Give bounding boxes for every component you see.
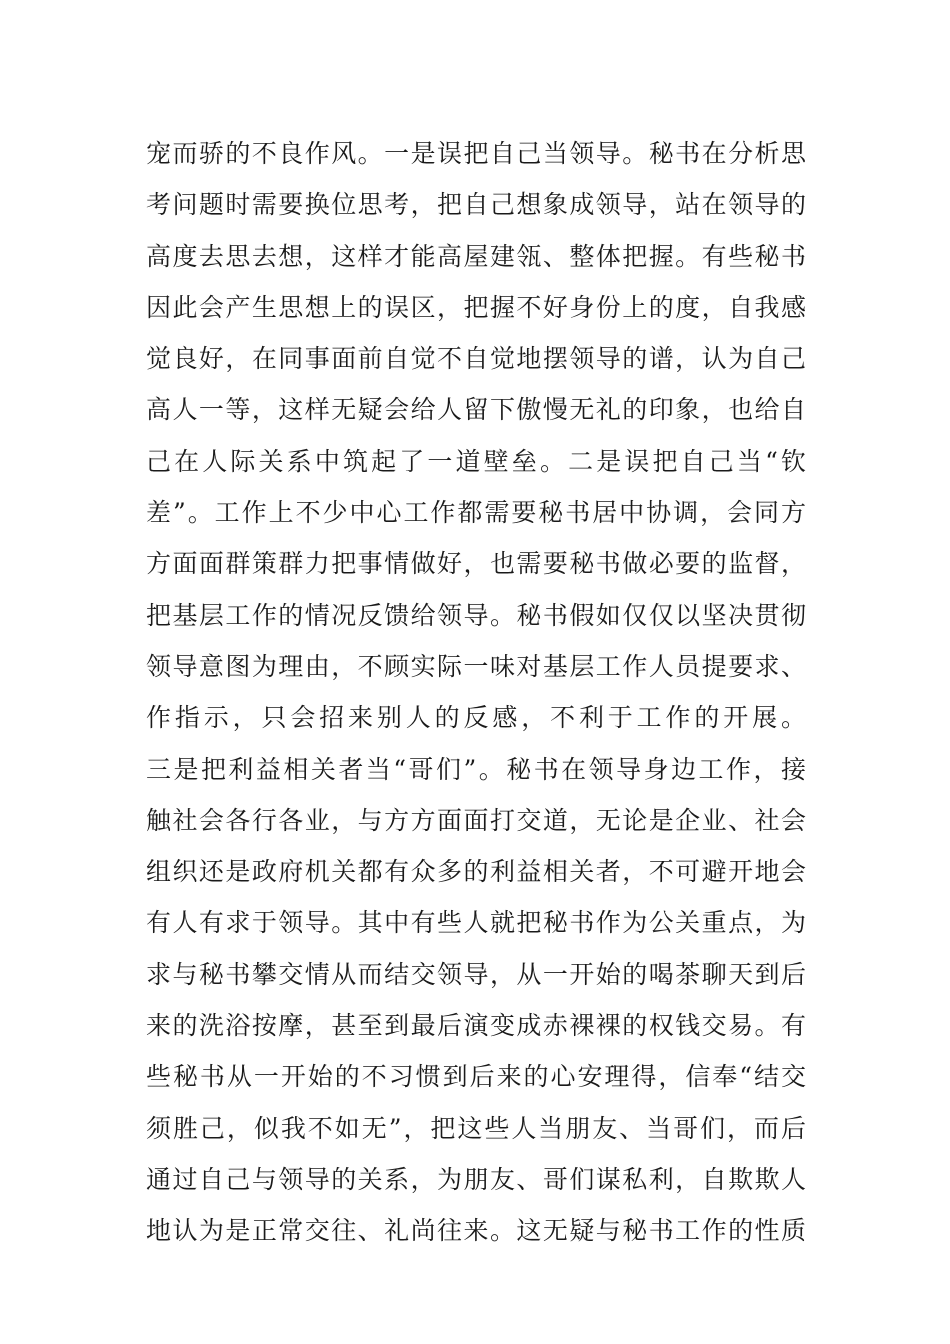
text-line: 作指示，只会招来别人的反感，不利于工作的开展。 <box>146 703 806 733</box>
text-line: 组织还是政府机关都有众多的利益相关者，不可避开地会 <box>146 857 806 887</box>
text-line: 通过自己与领导的关系，为朋友、哥们谋私利，自欺欺人 <box>146 1164 806 1194</box>
text-line: 来的洗浴按摩，甚至到最后演变成赤裸裸的权钱交易。有 <box>146 1011 806 1041</box>
text-line: 觉良好，在同事面前自觉不自觉地摆领导的谱，认为自己 <box>146 344 806 374</box>
text-line: 己在人际关系中筑起了一道壁垒。二是误把自己当“钦 <box>146 446 806 476</box>
text-line: 地认为是正常交往、礼尚往来。这无疑与秘书工作的性质 <box>146 1216 806 1246</box>
text-line: 把基层工作的情况反馈给领导。秘书假如仅仅以坚决贯彻 <box>146 600 806 630</box>
text-line: 须胜己，似我不如无”，把这些人当朋友、当哥们，而后 <box>146 1113 806 1143</box>
text-line: 求与秘书攀交情从而结交领导，从一开始的喝茶聊天到后 <box>146 959 806 989</box>
text-line: 领导意图为理由，不顾实际一味对基层工作人员提要求、 <box>146 651 806 681</box>
text-line: 宠而骄的不良作风。一是误把自己当领导。秘书在分析思 <box>146 139 806 168</box>
text-line: 触社会各行各业，与方方面面打交道，无论是企业、社会 <box>146 805 806 835</box>
text-line: 因此会产生思想上的误区，把握不好身份上的度，自我感 <box>146 292 806 322</box>
body-text <box>146 128 806 1257</box>
text-line: 有人有求于领导。其中有些人就把秘书作为公关重点，为 <box>146 908 806 938</box>
text-line: 高人一等，这样无疑会给人留下傲慢无礼的印象，也给自 <box>146 395 806 425</box>
text-line: 差”。工作上不少中心工作都需要秘书居中协调，会同方 <box>146 498 806 528</box>
text-line: 方面面群策群力把事情做好，也需要秘书做必要的监督， <box>146 549 806 579</box>
text-line: 考问题时需要换位思考，把自己想象成领导，站在领导的 <box>146 190 806 220</box>
text-line: 三是把利益相关者当“哥们”。秘书在领导身边工作，接 <box>146 754 806 784</box>
text-line: 高度去思去想，这样才能高屋建瓴、整体把握。有些秘书 <box>146 241 806 271</box>
text-line: 些秘书从一开始的不习惯到后来的心安理得，信奉“结交 <box>146 1062 806 1092</box>
